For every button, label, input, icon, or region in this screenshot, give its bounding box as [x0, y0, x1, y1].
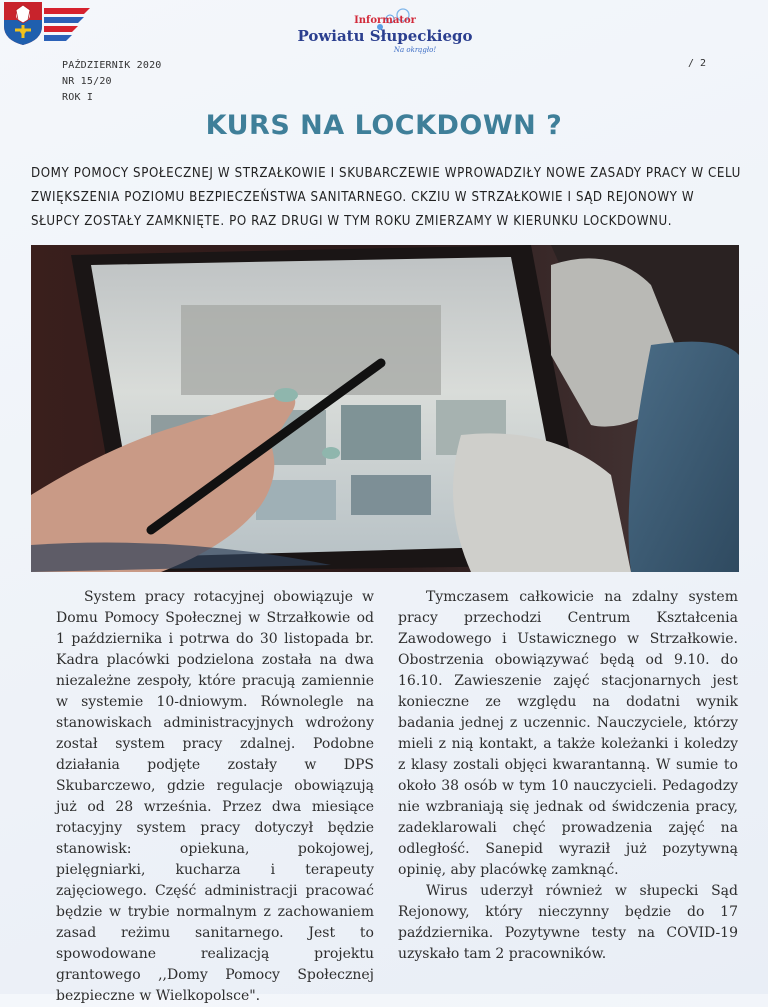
article-title: KURS NA LOCKDOWN ?: [205, 110, 563, 141]
issue-number: NR 15/20: [62, 76, 112, 87]
article-column-right: [398, 587, 738, 965]
brand-tagline: Na okrągło!: [393, 46, 437, 54]
issue-year: ROK I: [62, 92, 94, 103]
page-number: / 2: [688, 58, 707, 69]
article-paragraph: System pracy rotacyjnej obowiązuje w Domu Pomocy Społecznej w Strzałkowie od 1 października i potrwa do 30 listopada br. Kadra placówki podzielona została na dwa niezależne zespoły, które pracują zamiennie w systemie 10-dniowym. Równolegle na stanowiskach administracyjnych wdrożony został system pracy zdalnej. Podobne działania podjęte zostały w DPS Skubarczewo, gdzie regulacje obowiązują już od 28 września. Przez dwa miesiące rotacyjny system pracy dotyczył będzie stanowisk: opiekuna, pokojowej, pielęgniarki, kucharza i terapeuty zajęciowego. Część administracji pracować będzie w trybie normalnym z zachowaniem zasad reżimu sanitarnego. Jest to spowodowane realizacją projektu grantowego ,,Domy Pomocy Społecznej bezpieczne w Wielkopolsce".: [56, 589, 374, 1004]
brand-title: Powiatu Słupeckiego: [297, 27, 473, 45]
article-paragraph: Wirus uderzył również w słupecki Sąd Rejonowy, który nieczynny będzie do 17 października. Pozytywne testy na COVID-19 uzyskało tam 2 pracowników.: [398, 883, 738, 962]
stripes-icon: [44, 6, 96, 44]
brand-top-text: Informator: [354, 15, 416, 26]
issue-date: PAŹDZIERNIK 2020: [62, 60, 162, 71]
article-photo: [31, 245, 739, 572]
article-column-left: [56, 587, 374, 1007]
publication-brand: [270, 8, 500, 54]
issue-meta: [62, 58, 162, 106]
article-lead: DOMY POMOCY SPOŁECZNEJ W STRZAŁKOWIE I SKUBARCZEWIE WPROWADZIŁY NOWE ZASADY PRACY W CELU ZWIĘKSZENIA POZIOMU BEZPIECZEŃSTWA SANITARNEGO. CKZIU W STRZAŁKOWIE I SĄD REJONOWY W SŁUPCY ZOSTAŁY ZAMKNIĘTE. PO RAZ DRUGI W TYM ROKU ZMIERZAMY W KIERUNKU LOCKDOWNU.: [31, 166, 741, 229]
article-paragraph: Tymczasem całkowicie na zdalny system pracy przechodzi Centrum Kształcenia Zawodowego i Ustawicznego w Strzałkowie. Obostrzenia obowiązywać będą od 9.10. do 16.10. Zawieszenie zajęć stacjonarnych jest konieczne ze względu na dodatni wynik badania jednej z uczennic. Nauczyciele, którzy mieli z nią kontakt, a także koleżanki i koledzy z klasy zostali objęci kwarantanną. W sumie to około 38 osób w tym 10 nauczycieli. Pedagodzy nie wzbraniają się jednak od świdczenia pracy, zadeklarowali chęć prowadzenia zajęć na odległość. Sanepid wyraził już pozytywną opinię, aby placówkę zamknąć.: [398, 589, 738, 878]
coat-of-arms-icon: [2, 0, 44, 46]
